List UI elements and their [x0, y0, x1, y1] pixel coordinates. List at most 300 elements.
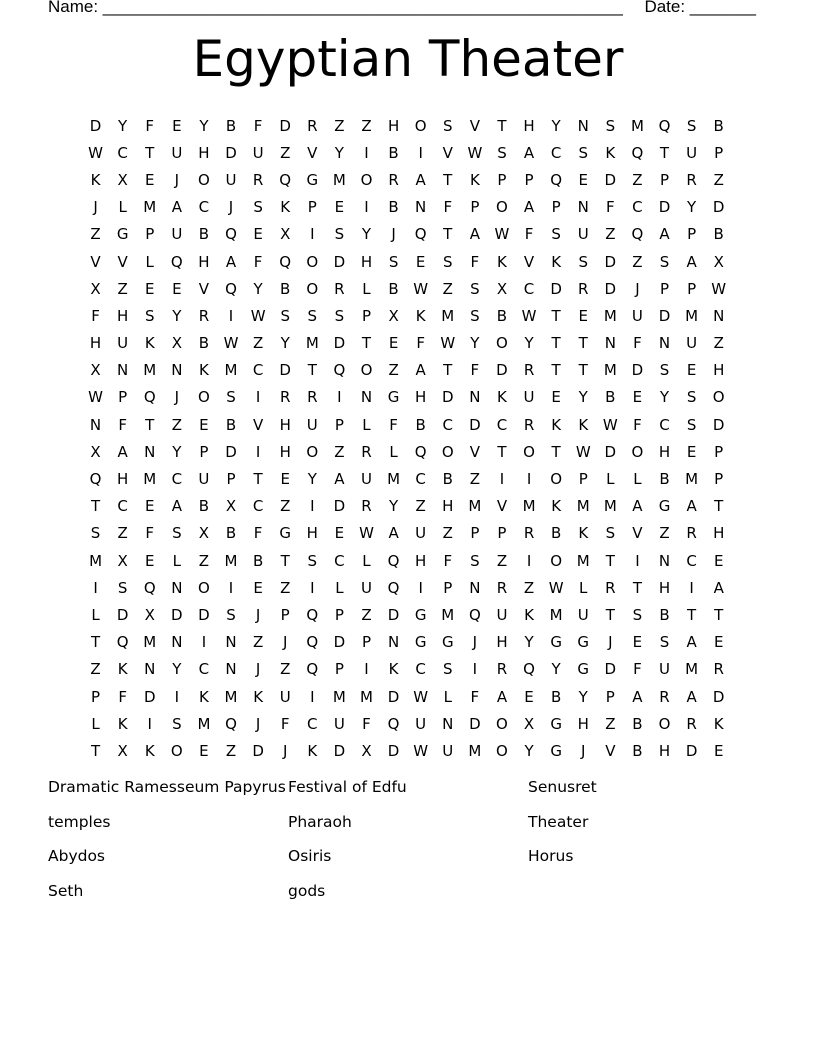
grid-letter: P — [145, 225, 155, 244]
grid-letter: D — [333, 334, 346, 353]
grid-letter: Q — [306, 660, 319, 679]
grid-letter: Y — [199, 116, 209, 135]
grid-letter: W — [413, 279, 429, 298]
grid-letter: R — [523, 524, 535, 543]
grid-letter: U — [198, 470, 210, 489]
grid-letter: X — [90, 279, 101, 298]
grid-letter: S — [144, 306, 155, 325]
grid-letter: H — [658, 741, 671, 760]
grid-letter: P — [334, 415, 344, 434]
grid-letter: D — [712, 415, 725, 434]
grid-letter: I — [310, 687, 315, 706]
grid-letter: H — [89, 334, 102, 353]
grid-letter: B — [225, 415, 237, 434]
grid-letter: Q — [631, 143, 644, 162]
grid-letter: U — [333, 714, 345, 733]
grid-letter: T — [551, 306, 561, 325]
grid-letter: O — [170, 741, 183, 760]
grid-letter: D — [658, 198, 671, 217]
grid-letter: U — [279, 687, 291, 706]
grid-letter: M — [685, 660, 699, 679]
grid-letter: I — [499, 470, 505, 489]
grid-letter: A — [686, 497, 697, 516]
grid-letter: S — [659, 633, 670, 652]
grid-letter: T — [443, 170, 453, 189]
grid-letter: U — [415, 524, 427, 543]
grid-letter: H — [713, 361, 725, 380]
grid-letter: F — [633, 334, 642, 353]
grid-letter: A — [334, 470, 345, 489]
grid-letter: A — [415, 170, 426, 189]
grid-letter: N — [469, 388, 481, 407]
grid-letter: V — [523, 252, 535, 271]
grid-letter: J — [255, 714, 261, 733]
grid-letter: U — [171, 143, 183, 162]
grid-letter: X — [280, 225, 291, 244]
word-list-item: Dramatic Ramesseum Papyrus — [48, 778, 286, 796]
grid-letter: C — [198, 198, 210, 217]
grid-letter: L — [91, 714, 100, 733]
grid-letter: X — [388, 306, 399, 325]
grid-letter: E — [713, 633, 724, 652]
grid-letter: Q — [414, 225, 427, 244]
grid-letter: K — [199, 687, 209, 706]
grid-letter: S — [172, 524, 182, 543]
grid-letter: W — [413, 741, 429, 760]
grid-letter: R — [279, 388, 291, 407]
grid-letter: T — [578, 361, 588, 380]
grid-letter: Q — [143, 578, 156, 597]
grid-letter: G — [116, 225, 129, 244]
grid-letter: E — [686, 361, 697, 380]
grid-letter: G — [658, 497, 671, 516]
grid-letter: E — [713, 551, 724, 570]
grid-letter: N — [117, 361, 129, 380]
grid-letter: D — [171, 605, 183, 624]
grid-letter: D — [333, 741, 346, 760]
grid-letter: R — [523, 415, 535, 434]
grid-letter: B — [415, 415, 426, 434]
grid-letter: D — [225, 442, 237, 461]
grid-letter: G — [577, 633, 590, 652]
grid-letter: E — [199, 741, 209, 760]
grid-letter: K — [551, 415, 562, 434]
grid-letter: E — [551, 388, 561, 407]
grid-letter: E — [253, 578, 263, 597]
grid-letter: K — [90, 170, 101, 189]
grid-letter: S — [686, 415, 697, 434]
grid-letter: F — [145, 116, 155, 135]
grid-letter: P — [199, 442, 209, 461]
grid-letter: I — [526, 551, 532, 570]
grid-letter: A — [659, 225, 670, 244]
grid-letter: P — [687, 279, 697, 298]
grid-letter: B — [198, 497, 210, 516]
grid-letter: A — [523, 198, 535, 217]
grid-letter: V — [469, 116, 480, 135]
grid-letter: T — [280, 551, 290, 570]
grid-letter: N — [577, 116, 589, 135]
grid-letter: T — [551, 361, 561, 380]
grid-letter: L — [172, 551, 181, 570]
grid-letter: H — [360, 252, 373, 271]
grid-letter: H — [117, 306, 129, 325]
grid-letter: F — [253, 116, 263, 135]
grid-letter: F — [280, 714, 290, 733]
grid-letter: A — [469, 225, 480, 244]
grid-letter: N — [658, 551, 671, 570]
grid-letter: Q — [143, 388, 156, 407]
grid-letter: R — [307, 388, 318, 407]
grid-letter: Y — [524, 633, 534, 652]
grid-letter: E — [144, 497, 155, 516]
grid-letter: I — [418, 578, 423, 597]
grid-letter: M — [576, 551, 590, 570]
grid-letter: T — [714, 605, 724, 624]
grid-letter: D — [279, 361, 291, 380]
grid-letter: B — [659, 605, 670, 624]
grid-letter: R — [252, 170, 264, 189]
grid-letter: S — [470, 551, 480, 570]
grid-letter: U — [631, 306, 643, 325]
grid-letter: Y — [307, 470, 317, 489]
grid-letter: I — [418, 143, 423, 162]
grid-letter: E — [578, 170, 588, 189]
grid-letter: I — [228, 578, 234, 597]
grid-letter: A — [117, 442, 128, 461]
grid-letter: S — [605, 524, 616, 543]
grid-letter: Z — [442, 524, 453, 543]
grid-letter: N — [225, 660, 237, 679]
grid-letter: Y — [280, 334, 290, 353]
grid-letter: O — [496, 741, 508, 760]
grid-letter: P — [551, 198, 561, 217]
grid-letter: Y — [551, 116, 561, 135]
grid-letter: Y — [172, 306, 182, 325]
grid-letter: S — [307, 306, 318, 325]
grid-letter: Y — [524, 334, 534, 353]
grid-letter: E — [172, 279, 182, 298]
grid-letter: H — [198, 143, 210, 162]
grid-letter: F — [470, 687, 480, 706]
grid-letter: F — [253, 252, 263, 271]
grid-letter: M — [441, 306, 455, 325]
grid-letter: C — [307, 714, 318, 733]
grid-letter: N — [225, 633, 237, 652]
grid-letter: Z — [632, 252, 643, 271]
grid-letter: Y — [578, 388, 588, 407]
grid-letter: K — [144, 741, 155, 760]
grid-letter: D — [198, 605, 210, 624]
grid-letter: F — [633, 660, 642, 679]
grid-letter: C — [198, 660, 210, 679]
grid-letter: Z — [388, 361, 399, 380]
grid-letter: X — [117, 551, 128, 570]
grid-letter: C — [523, 279, 535, 298]
grid-letter: Z — [171, 415, 182, 434]
grid-letter: X — [117, 170, 128, 189]
grid-letter: N — [89, 415, 102, 434]
grid-letter: I — [228, 306, 234, 325]
grid-letter: C — [496, 415, 508, 434]
grid-letter: H — [658, 578, 671, 597]
grid-letter: S — [226, 388, 236, 407]
grid-letter: M — [522, 497, 536, 516]
grid-letter: X — [361, 741, 372, 760]
grid-letter: N — [415, 198, 427, 217]
grid-letter: C — [415, 470, 426, 489]
grid-letter: C — [550, 143, 562, 162]
grid-letter: T — [145, 415, 155, 434]
grid-letter: B — [632, 741, 643, 760]
grid-letter: U — [442, 741, 454, 760]
grid-letter: Z — [361, 116, 372, 135]
grid-letter: Z — [415, 497, 426, 516]
grid-letter: T — [361, 334, 372, 353]
grid-letter: J — [255, 605, 261, 624]
grid-letter: O — [198, 388, 210, 407]
letter-grid — [82, 112, 732, 765]
grid-letter: T — [551, 442, 561, 461]
grid-letter: D — [387, 741, 400, 760]
grid-letter: K — [117, 660, 128, 679]
grid-letter: K — [578, 415, 589, 434]
grid-letter: U — [686, 334, 698, 353]
grid-letter: E — [524, 687, 534, 706]
grid-letter: F — [606, 198, 615, 217]
word-list-item: Seth — [48, 881, 84, 900]
grid-letter: Q — [387, 714, 400, 733]
grid-letter: P — [443, 578, 453, 597]
grid-letter: N — [171, 361, 183, 380]
grid-letter: N — [171, 578, 183, 597]
grid-letter: D — [441, 388, 454, 407]
grid-letter: A — [713, 578, 724, 597]
grid-letter: C — [252, 497, 264, 516]
grid-letter: G — [279, 524, 292, 543]
grid-letter: S — [578, 143, 588, 162]
grid-letter: D — [225, 143, 237, 162]
grid-letter: O — [306, 279, 319, 298]
grid-letter: Y — [361, 225, 372, 244]
grid-letter: L — [443, 687, 452, 706]
grid-letter: Z — [334, 116, 345, 135]
grid-letter: W — [359, 524, 374, 543]
grid-letter: R — [496, 660, 508, 679]
grid-letter: F — [91, 306, 100, 325]
grid-letter: F — [253, 524, 263, 543]
grid-letter: Q — [387, 551, 400, 570]
grid-letter: S — [686, 116, 697, 135]
grid-letter: J — [608, 633, 613, 652]
grid-letter: Z — [252, 334, 264, 353]
grid-letter: Z — [252, 633, 264, 652]
grid-letter: W — [88, 143, 103, 162]
grid-letter: Y — [172, 442, 182, 461]
grid-letter: T — [714, 497, 724, 516]
grid-letter: U — [306, 415, 318, 434]
grid-letter: M — [224, 687, 238, 706]
grid-letter: U — [252, 143, 264, 162]
grid-letter: A — [686, 687, 697, 706]
grid-letter: V — [496, 497, 508, 516]
grid-letter: P — [578, 470, 588, 489]
word-list-item: Pharaoh — [288, 812, 352, 831]
grid-letter: M — [143, 470, 157, 489]
grid-letter: O — [360, 170, 373, 189]
grid-letter: O — [360, 361, 373, 380]
page-title: Egyptian Theater — [192, 30, 624, 88]
grid-letter: Y — [687, 198, 697, 217]
grid-letter: D — [252, 741, 264, 760]
grid-letter: E — [280, 470, 290, 489]
grid-letter: D — [550, 279, 562, 298]
grid-letter: H — [306, 524, 318, 543]
grid-letter: V — [605, 741, 616, 760]
grid-letter: P — [497, 524, 507, 543]
grid-letter: Y — [470, 334, 480, 353]
grid-letter: J — [282, 633, 288, 652]
grid-letter: M — [603, 361, 617, 380]
grid-letter: K — [605, 143, 616, 162]
grid-letter: R — [578, 279, 589, 298]
grid-letter: P — [714, 143, 724, 162]
grid-letter: Q — [468, 605, 481, 624]
grid-letter: D — [387, 605, 400, 624]
grid-letter: J — [581, 741, 586, 760]
grid-letter: N — [144, 660, 156, 679]
grid-letter: K — [497, 388, 507, 407]
grid-letter: I — [364, 198, 369, 217]
grid-letter: F — [470, 361, 480, 380]
grid-letter: Q — [306, 605, 319, 624]
grid-letter: E — [334, 198, 345, 217]
grid-letter: U — [117, 334, 129, 353]
grid-letter: Z — [713, 334, 724, 353]
grid-letter: D — [604, 660, 617, 679]
grid-letter: U — [171, 225, 183, 244]
grid-letter: F — [145, 524, 155, 543]
grid-letter: U — [577, 225, 589, 244]
grid-letter: P — [280, 605, 290, 624]
grid-letter: E — [632, 633, 643, 652]
grid-letter: N — [604, 334, 616, 353]
grid-letter: B — [659, 470, 670, 489]
grid-letter: V — [442, 143, 453, 162]
grid-letter: X — [198, 524, 210, 543]
grid-letter: Z — [442, 279, 453, 298]
grid-letter: V — [117, 252, 128, 271]
grid-letter: Y — [551, 660, 561, 679]
grid-letter: I — [255, 388, 261, 407]
grid-letter: S — [686, 388, 697, 407]
grid-letter: V — [198, 279, 210, 298]
grid-letter: A — [171, 497, 182, 516]
grid-letter: J — [255, 660, 261, 679]
grid-letter: D — [604, 170, 617, 189]
grid-letter: D — [604, 279, 617, 298]
grid-letter: M — [89, 551, 103, 570]
name-field[interactable]: Name: _______________________________________________________ — [48, 0, 623, 16]
grid-letter: D — [143, 687, 156, 706]
grid-letter: R — [307, 116, 318, 135]
grid-letter: C — [171, 470, 183, 489]
grid-letter: S — [117, 578, 128, 597]
grid-letter: E — [415, 252, 426, 271]
grid-letter: G — [414, 605, 427, 624]
grid-letter: E — [144, 170, 155, 189]
grid-letter: J — [391, 225, 396, 244]
grid-letter: Z — [334, 442, 345, 461]
grid-letter: J — [174, 170, 180, 189]
grid-letter: D — [496, 361, 508, 380]
grid-letter: W — [548, 578, 564, 597]
grid-letter: M — [549, 605, 563, 624]
grid-letter: Y — [172, 660, 182, 679]
grid-letter: R — [686, 170, 697, 189]
grid-letter: K — [497, 252, 507, 271]
grid-letter: B — [605, 388, 616, 407]
grid-letter: Y — [659, 388, 670, 407]
grid-letter: Z — [198, 551, 210, 570]
word-list-item: Senusret — [528, 778, 597, 796]
word-list-item: Osiris — [288, 847, 332, 865]
grid-letter: X — [117, 741, 128, 760]
grid-letter: A — [632, 497, 643, 516]
grid-letter: K — [117, 714, 128, 733]
grid-letter: Z — [280, 497, 291, 516]
grid-letter: X — [144, 605, 155, 624]
grid-letter: T — [578, 334, 588, 353]
grid-letter: D — [604, 252, 617, 271]
grid-letter: W — [521, 306, 537, 325]
grid-letter: F — [362, 714, 371, 733]
grid-letter: L — [335, 578, 344, 597]
grid-letter: M — [143, 198, 157, 217]
grid-letter: E — [199, 415, 209, 434]
grid-letter: Q — [631, 225, 644, 244]
grid-letter: R — [686, 524, 697, 543]
grid-letter: S — [90, 524, 101, 543]
grid-letter: K — [469, 170, 480, 189]
grid-letter: M — [143, 361, 157, 380]
grid-letter: R — [713, 660, 724, 679]
grid-letter: G — [550, 714, 562, 733]
grid-letter: F — [118, 687, 127, 706]
grid-letter: X — [225, 497, 237, 516]
grid-letter: O — [523, 442, 535, 461]
grid-letter: F — [443, 551, 453, 570]
grid-letter: L — [579, 578, 588, 597]
grid-letter: W — [223, 334, 239, 353]
grid-letter: Q — [116, 633, 129, 652]
grid-letter: U — [360, 578, 372, 597]
grid-letter: Q — [333, 361, 346, 380]
grid-letter: G — [550, 741, 562, 760]
date-field[interactable]: Date: _______ — [644, 0, 756, 16]
grid-letter: Q — [89, 470, 102, 489]
grid-letter: O — [496, 334, 508, 353]
grid-letter: I — [310, 578, 315, 597]
grid-letter: Y — [524, 741, 534, 760]
grid-letter: E — [578, 306, 588, 325]
grid-letter: R — [659, 687, 670, 706]
grid-letter: S — [497, 143, 507, 162]
grid-letter: H — [387, 116, 400, 135]
grid-letter: Y — [253, 279, 263, 298]
grid-letter: Y — [578, 687, 588, 706]
grid-letter: M — [603, 306, 617, 325]
